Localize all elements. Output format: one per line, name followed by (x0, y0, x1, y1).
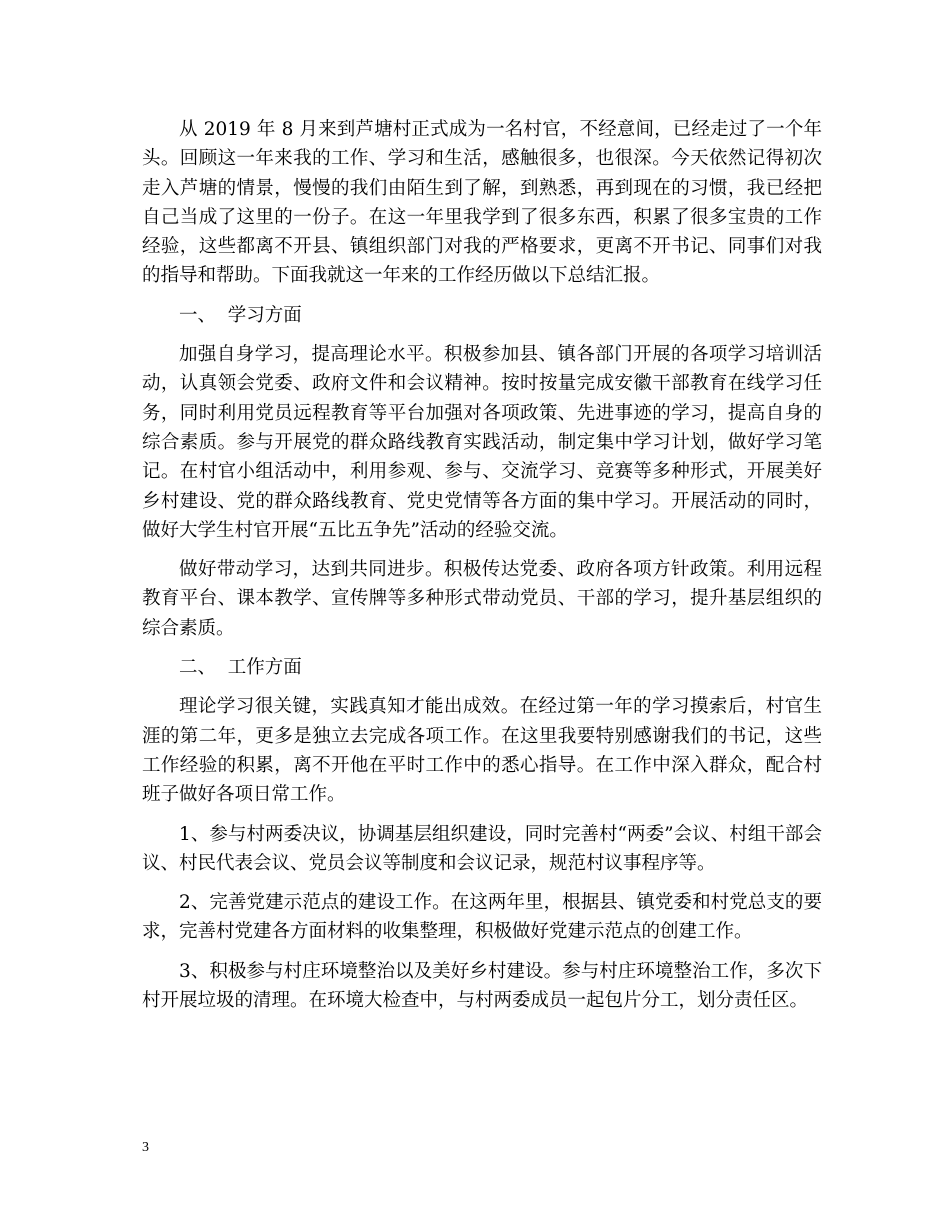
document-body (142, 115, 822, 1025)
paragraph-work-item-3: 3、积极参与村庄环境整治以及美好乡村建设。参与村庄环境整治工作，多次下村开展垃圾的清理。在环境大检查中，与村两委成员一起包片分工，划分责任区。 (142, 960, 822, 1012)
section-heading-work: 二、 工作方面 (179, 657, 302, 679)
paragraph-work-item-1: 1、参与村两委决议，协调基层组织建设，同时完善村“两委”会议、村组干部会议、村民代表会议、党员会议等制度和会议记录，规范村议事程序等。 (142, 823, 822, 874)
paragraph-study-self: 加强自身学习，提高理论水平。积极参加县、镇各部门开展的各项学习培训活动，认真领会党委、政府文件和会议精神。按时按量完成安徽干部教育在线学习任务，同时利用党员远程教育等平台加强对各项政策、先进事迹的学习，提高自身的综合素质。参与开展党的群众路线教育实践活动，制定集中学习计划，做好学习笔记。在村官小组活动中，利用参观、参与、交流学习、竞赛等多种形式，开展美好乡村建设、党的群众路线教育、党史党情等各方面的集中学习。开展活动的同时，做好大学生村官开展“五比五争先”活动的经验交流。 (142, 344, 822, 541)
section-heading-study: 一、 学习方面 (179, 304, 302, 326)
paragraph-work-intro: 理论学习很关键，实践真知才能出成效。在经过第一年的学习摸索后，村官生涯的第二年，更多是独立去完成各项工作。在这里我要特别感谢我们的书记，这些工作经验的积累，离不开他在平时工作中的悉心指导。在工作中深入群众，配合村班子做好各项日常工作。 (142, 696, 822, 806)
page-number: 3 (142, 1140, 149, 1155)
paragraph-work-item-2: 2、完善党建示范点的建设工作。在这两年里，根据县、镇党委和村党总支的要求，完善村党建各方面材料的收集整理，积极做好党建示范点的创建工作。 (142, 892, 822, 943)
paragraph-study-lead: 做好带动学习，达到共同进步。积极传达党委、政府各项方针政策。利用远程教育平台、课本教学、宣传牌等多种形式带动党员、干部的学习，提升基层组织的综合素质。 (142, 559, 822, 639)
paragraph-intro: 从 2019 年 8 月来到芦塘村正式成为一名村官，不经意间，已经走过了一个年头。回顾这一年来我的工作、学习和生活，感触很多，也很深。今天依然记得初次走入芦塘的情景，慢慢的我们由陌生到了解，到熟悉，再到现在的习惯，我已经把自己当成了这里的一份子。在这一年里我学到了很多东西，积累了很多宝贵的工作经验，这些都离不开县、镇组织部门对我的严格要求，更离不开书记、同事们对我的指导和帮助。下面我就这一年来的工作经历做以下总结汇报。 (142, 119, 822, 287)
